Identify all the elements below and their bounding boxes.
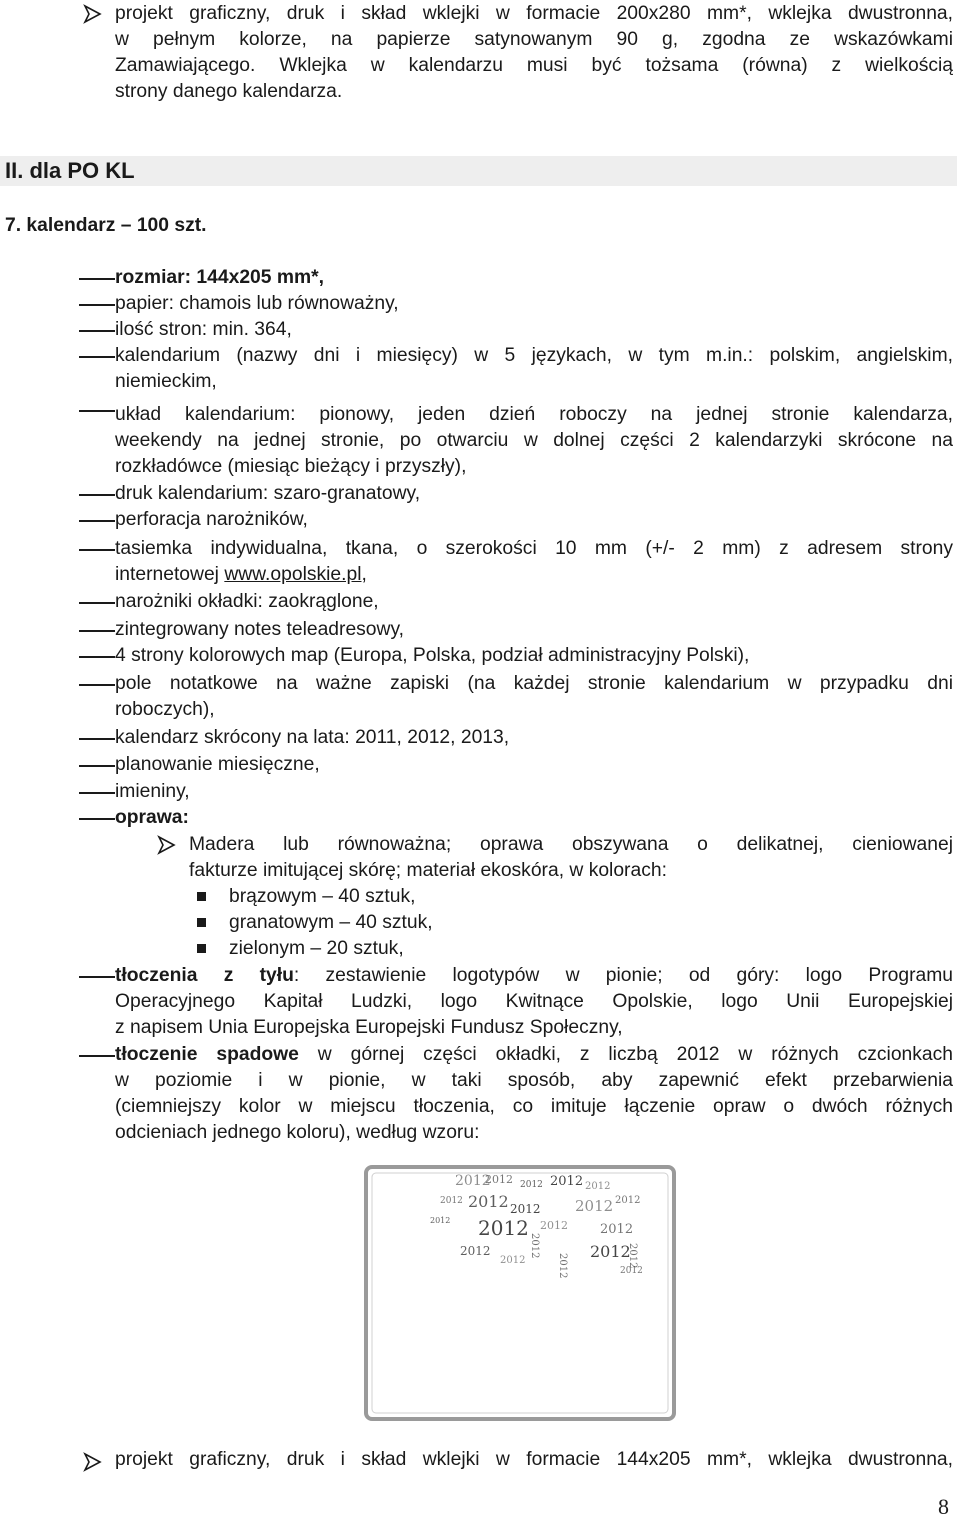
dash-bullet-icon <box>79 356 115 358</box>
tloczenia-label: tłoczenia z tyłu <box>115 965 294 986</box>
square-bullet-icon <box>197 892 206 901</box>
dash-bullet-icon <box>79 684 115 686</box>
pattern-year-text: 2012 <box>520 1180 543 1190</box>
spec-pole-line-2: roboczych), <box>115 699 215 720</box>
spec-madera-line-1: Madera lub równoważna; oprawa obszywana o delikatnej, cieniowanej <box>189 834 953 855</box>
top-item-line-2: w pełnym kolorze, na papierze satynowanym 90 g, zgodna ze wskazówkami <box>115 29 953 50</box>
spadowe-label: tłoczenie spadowe <box>115 1044 299 1065</box>
cover-embossing-image <box>360 1163 680 1423</box>
dash-bullet-icon <box>79 549 115 551</box>
pattern-year-vertical-text: 2012 <box>529 1233 540 1259</box>
spec-kalendarium-line-1: kalendarium (nazwy dni i miesięcy) w 5 językach, w tym m.in.: polskim, angielskim, <box>115 345 953 366</box>
arrow-bullet-icon <box>157 835 177 855</box>
section-title: II. dla PO KL <box>5 158 135 183</box>
spec-notes: zintegrowany notes teleadresowy, <box>115 619 405 640</box>
spec-perforacja: perforacja narożników, <box>115 509 308 530</box>
spec-spadowe-line-1 <box>115 1042 953 1068</box>
spec-spadowe-line-4: odcieniach jednego koloru), według wzoru: <box>115 1122 480 1143</box>
square-bullet-icon <box>197 944 206 953</box>
spec-pole-line-1: pole notatkowe na ważne zapiski (na każdej stronie kalendarium w przypadku dni <box>115 673 953 694</box>
dash-bullet-icon <box>79 278 115 280</box>
pattern-year-vertical-text: 2012 <box>627 1243 638 1269</box>
dash-bullet-icon <box>79 520 115 522</box>
pattern-year-text: 2012 <box>478 1216 529 1240</box>
pattern-year-text: 2012 <box>575 1197 614 1215</box>
pattern-year-text: 2012 <box>440 1196 463 1206</box>
item-heading: 7. kalendarz – 100 szt. <box>5 215 207 236</box>
spec-uklad-line-2: weekendy na jednej stronie, po otwarciu w dolnej części 2 kalendarzyki skrócone na <box>115 430 953 451</box>
arrow-bullet-icon <box>83 4 103 24</box>
pattern-year-text: 2012 <box>500 1255 526 1266</box>
pattern-year-text: 2012 <box>460 1244 491 1258</box>
spadowe-text: w górnej części okładki, z liczbą 2012 w różnych czcionkach <box>298 1044 954 1065</box>
dash-bullet-icon <box>79 1055 115 1057</box>
spec-tloczenia-line-2: Operacyjnego Kapitał Ludzki, logo Kwitnące Opolskie, logo Unii Europejskiej <box>115 991 953 1012</box>
top-item-line-4: strony danego kalendarza. <box>115 81 343 102</box>
pattern-year-text: 2012 <box>430 1216 451 1225</box>
spec-tloczenia-line-3: z napisem Unia Europejska Europejski Fundusz Społeczny, <box>115 1017 623 1038</box>
spec-tasiemka-line-1: tasiemka indywidualna, tkana, o szerokości 10 mm (+/- 2 mm) z adresem strony <box>115 538 953 559</box>
dash-bullet-icon <box>79 792 115 794</box>
dash-bullet-icon <box>79 330 115 332</box>
spec-rozmiar: rozmiar: 144x205 mm*, <box>115 267 324 288</box>
pattern-year-text: 2012 <box>550 1174 584 1189</box>
spec-tasiemka-text: internetowej <box>115 564 225 585</box>
arrow-bullet-icon <box>83 1452 103 1472</box>
dash-bullet-icon <box>79 304 115 306</box>
dash-bullet-icon <box>79 602 115 604</box>
spec-tasiemka-comma: , <box>361 564 367 585</box>
spec-planowanie: planowanie miesięczne, <box>115 754 320 775</box>
spec-spadowe-line-3: (ciemniejszy kolor w miejscu tłoczenia, co imituje łączenie opraw o dwóch różnych <box>115 1096 953 1117</box>
dash-bullet-icon <box>79 765 115 767</box>
pattern-year-text: 2012 <box>590 1242 631 1261</box>
pattern-year-text: 2012 <box>455 1173 491 1189</box>
spec-ilosc: ilość stron: min. 364, <box>115 319 292 340</box>
spec-kalendarium-line-2: niemieckim, <box>115 371 217 392</box>
page-number: 8 <box>938 1494 949 1519</box>
spec-spadowe-line-2: w poziomie i w pionie, w taki sposób, aby zapewnić efekt przebarwienia <box>115 1070 953 1091</box>
spec-tasiemka-line-2 <box>115 562 367 588</box>
website-link[interactable]: www.opolskie.pl <box>224 564 362 585</box>
bottom-item-line-1: projekt graficzny, druk i skład wklejki w formacie 144x205 mm*, wklejka dwustronna, <box>115 1449 953 1470</box>
spec-narozniki: narożniki okładki: zaokrąglone, <box>115 591 379 612</box>
spec-uklad-line-1: układ kalendarium: pionowy, jeden dzień roboczy na jednej stronie kalendarza, <box>115 404 953 425</box>
top-item-line-3: Zamawiającego. Wklejka w kalendarzu musi być tożsama (równa) z wielkością <box>115 55 953 76</box>
pattern-year-text: 2012 <box>585 1181 611 1192</box>
color-item: zielonym – 20 sztuk, <box>229 938 404 959</box>
pattern-year-text: 2012 <box>620 1266 643 1276</box>
pattern-year-text: 2012 <box>600 1222 634 1237</box>
dash-bullet-icon <box>79 630 115 632</box>
color-item: brązowym – 40 sztuk, <box>229 886 416 907</box>
pattern-year-text: 2012 <box>468 1192 509 1211</box>
dash-bullet-icon <box>79 818 115 820</box>
dash-bullet-icon <box>79 494 115 496</box>
dash-bullet-icon <box>79 738 115 740</box>
spec-uklad-line-3: rozkładówce (miesiąc bieżący i przyszły), <box>115 456 467 477</box>
section-header-bar <box>0 156 957 186</box>
spec-madera-line-2: fakturze imitującej skórę; materiał ekoskóra, w kolorach: <box>189 860 667 881</box>
square-bullet-icon <box>197 918 206 927</box>
spec-imieniny: imieniny, <box>115 781 190 802</box>
dash-bullet-icon <box>79 410 115 412</box>
spec-tloczenia-line-1 <box>115 963 953 989</box>
dash-bullet-icon <box>79 976 115 978</box>
spec-mapy: 4 strony kolorowych map (Europa, Polska, podział administracyjny Polski), <box>115 645 750 666</box>
pattern-year-text: 2012 <box>510 1202 541 1216</box>
spec-oprawa: oprawa: <box>115 807 189 828</box>
pattern-year-text: 2012 <box>540 1219 568 1232</box>
spec-druk: druk kalendarium: szaro-granatowy, <box>115 483 421 504</box>
pattern-year-text: 2012 <box>485 1173 513 1186</box>
color-item: granatowym – 40 sztuk, <box>229 912 433 933</box>
tloczenia-text: : zestawienie logotypów w pionie; od góry: logo Programu <box>293 965 953 986</box>
spec-skrocony: kalendarz skrócony na lata: 2011, 2012, 2013, <box>115 727 510 748</box>
pattern-year-vertical-text: 2012 <box>557 1253 568 1279</box>
spec-papier: papier: chamois lub równoważny, <box>115 293 399 314</box>
pattern-year-text: 2012 <box>615 1195 641 1206</box>
top-item-line-1: projekt graficzny, druk i skład wklejki w formacie 200x280 mm*, wklejka dwustronna, <box>115 3 953 24</box>
dash-bullet-icon <box>79 656 115 658</box>
